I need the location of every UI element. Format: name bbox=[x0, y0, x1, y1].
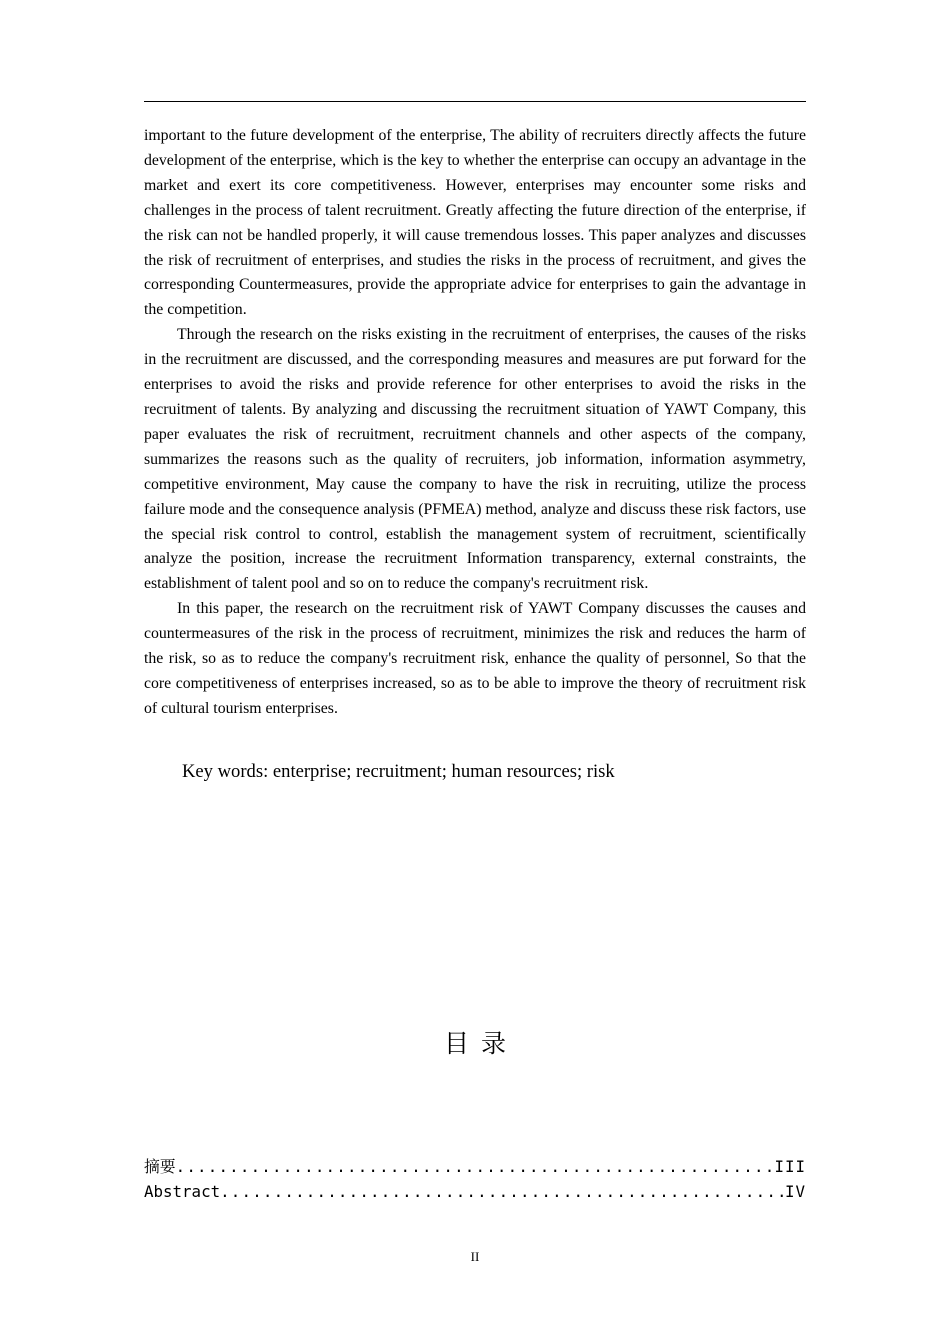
abstract-paragraph-1: important to the future development of the enterprise, The ability of recruiters directly affects the future development of the enterprise, which is the key to whether the enterprise can occupy an advantage in the market and exert its core competitiveness. However, enterprises may encounter some risks and challenges in the process of talent recruitment. Greatly affecting the future direction of the enterprise, if the risk can not be handled properly, it will cause tremendous losses. This paper analyzes and discusses the risk of recruitment of enterprises, and studies the risks in the process of recruitment, and gives the corresponding Countermeasures, provide the appropriate advice for enterprises to gain the advantage in the competition. bbox=[144, 127, 806, 319]
abstract-paragraph-2: Through the research on the risks existing in the recruitment of enterprises, the causes of the risks in the recruitment are discussed, and the corresponding measures and measures are put forward for the enterprises to avoid the risks and provide reference for other enterprises to avoid the risks in the recruitment of talents. By analyzing and discussing the recruitment situation of YAWT Company, this paper evaluates the risk of recruitment, recruitment channels and other aspects of the company, summarizes the reasons such as the quality of recruiters, job information, information asymmetry, competitive environment, May cause the company to have the risk in recruiting, utilize the process failure mode and the consequence analysis (PFMEA) method, analyze and discuss these risk factors, use the special risk control to control, establish the management system of recruitment, scientifically analyze the position, increase the recruitment Information transparency, external constraints, the establishment of talent pool and so on to reduce the company's recruitment risk. bbox=[144, 326, 806, 593]
toc-entry-abstract-cn[interactable] bbox=[144, 1154, 806, 1179]
toc-title: 目录 bbox=[443, 1029, 518, 1058]
toc-entry-label: Abstract bbox=[144, 1182, 221, 1201]
keywords-line: Key words: enterprise; recruitment; human resources; risk bbox=[182, 761, 615, 782]
toc-dot-leader bbox=[176, 1154, 775, 1179]
table-of-contents bbox=[144, 1154, 806, 1204]
page-number: II bbox=[470, 1249, 480, 1264]
toc-entry-page: IV bbox=[784, 1182, 806, 1201]
toc-dot-leader bbox=[220, 1179, 785, 1204]
toc-entry-abstract-en[interactable] bbox=[144, 1179, 806, 1204]
abstract-body bbox=[144, 124, 806, 722]
toc-entry-label: 摘要 bbox=[144, 1157, 176, 1176]
toc-entry-page: III bbox=[774, 1157, 806, 1176]
abstract-paragraph-3: In this paper, the research on the recruitment risk of YAWT Company discusses the causes and countermeasures of the risk in the process of recruitment, minimizes the risk and reduces the harm of the risk, so as to reduce the company's recruitment risk, enhance the quality of personnel, So that the core competitiveness of enterprises increased, so as to be able to improve the theory of recruitment risk of cultural tourism enterprises. bbox=[144, 600, 806, 717]
header-rule bbox=[144, 101, 806, 102]
